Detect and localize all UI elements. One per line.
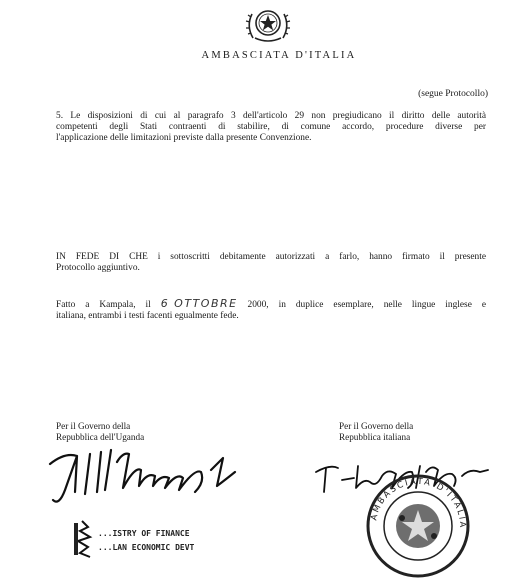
paragraph-line: competenti degli Stati contraenti di stabilire, di comune accordo, procedure diverse per bbox=[56, 122, 486, 132]
signatory-line: Repubblica dell'Uganda bbox=[56, 432, 145, 442]
paragraph-line bbox=[56, 298, 486, 311]
uganda-ministry-stamp-icon bbox=[62, 517, 252, 561]
emblem-icon bbox=[243, 2, 293, 46]
signatory-line: Per il Governo della bbox=[339, 421, 414, 431]
embassy-title: AMBASCIATA D'ITALIA bbox=[201, 50, 357, 61]
handwritten-date: 6 OTTOBRE bbox=[160, 297, 238, 310]
paragraph-line: Protocollo aggiuntivo. bbox=[56, 263, 140, 273]
paragraph-line: l'applicazione delle limitazioni previste dalla presente Convenzione. bbox=[56, 133, 312, 143]
paragraph-line: 5. Le disposizioni di cui al paragrafo 3 dell'articolo 29 non pregiudicano il diritto delle autorità bbox=[56, 111, 486, 121]
signatory-italy bbox=[339, 421, 413, 443]
signatory-line: Repubblica italiana bbox=[339, 432, 411, 442]
continuation-note: (segue Protocollo) bbox=[418, 89, 488, 99]
seal-text: AMBASCIATA D'ITALIA bbox=[369, 476, 468, 530]
stamp-line: ...ISTRY OF FINANCE bbox=[98, 529, 190, 538]
place-date-clause bbox=[56, 298, 486, 322]
uganda-signature-icon bbox=[45, 442, 250, 510]
fatto-suffix: 2000, in duplice esemplare, nelle lingue inglese e bbox=[237, 300, 486, 310]
in-fede-clause bbox=[56, 252, 486, 274]
stamp-line: ...LAN ECONOMIC DEVT bbox=[98, 543, 195, 552]
paragraph-5 bbox=[56, 111, 486, 144]
paragraph-line: IN FEDE DI CHE i sottoscritti debitamente autorizzati a farlo, hanno firmato il presente bbox=[56, 252, 486, 262]
fatto-prefix: Fatto a Kampala, il bbox=[56, 300, 161, 310]
signatory-uganda bbox=[56, 421, 144, 443]
paragraph-line: italiana, entrambi i testi facenti egualmente fede. bbox=[56, 311, 239, 321]
signatory-line: Per il Governo della bbox=[56, 421, 131, 431]
embassy-seal-icon bbox=[362, 470, 474, 578]
